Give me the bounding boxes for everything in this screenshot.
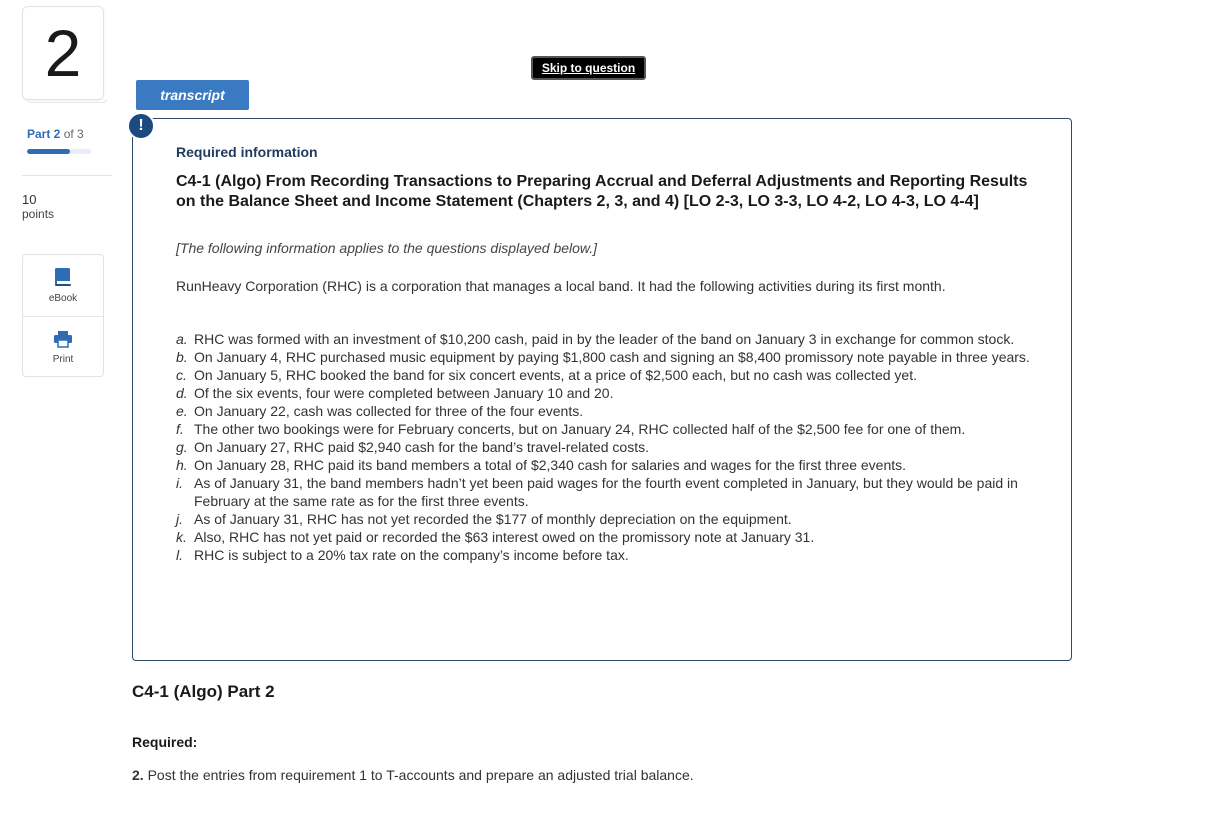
item-letter: c. <box>176 367 187 383</box>
points-label: points <box>22 207 55 221</box>
item-text: The other two bookings were for February concerts, but on January 24, RHC collected half of the $2,500 fee for one of them. <box>194 421 966 437</box>
part-progress-fill <box>27 149 70 154</box>
problem-intro: RunHeavy Corporation (RHC) is a corporation that manages a local band. It had the following activities during its first month. <box>176 278 946 294</box>
item-text: Also, RHC has not yet paid or recorded the $63 interest owed on the promissory note at January 31. <box>194 529 815 545</box>
item-letter: j. <box>176 511 183 527</box>
item-text: As of January 31, RHC has not yet recorded the $177 of monthly depreciation on the equipment. <box>194 511 792 527</box>
print-label: Print <box>52 353 74 365</box>
alert-icon: ! <box>127 112 155 140</box>
activity-list <box>176 330 1036 564</box>
item-text: On January 27, RHC paid $2,940 cash for the band’s travel-related costs. <box>194 439 649 455</box>
applies-note: [The following information applies to the questions displayed below.] <box>176 240 598 256</box>
card-shadow-edge <box>27 99 107 103</box>
required-information-panel <box>132 118 1072 661</box>
required-label: Required: <box>132 734 198 750</box>
item-letter: f. <box>176 421 184 437</box>
tools-panel <box>22 254 104 377</box>
item-text: Of the six events, four were completed between January 10 and 20. <box>194 385 614 401</box>
problem-title: C4-1 (Algo) From Recording Transactions to Preparing Accrual and Deferral Adjustments and Reporting Results on the Balance Sheet and Income Statement (Chapters 2, 3, and 4) [LO 2-3, LO 3-3, LO 4-2, LO 4-3, LO 4-4] <box>176 173 1028 210</box>
required-information-heading: Required information <box>176 144 318 160</box>
list-item <box>176 330 1036 348</box>
item-letter: h. <box>176 457 188 473</box>
item-text: RHC is subject to a 20% tax rate on the company’s income before tax. <box>194 547 629 563</box>
item-letter: k. <box>176 529 187 545</box>
item-text: On January 22, cash was collected for three of the four events. <box>194 403 584 419</box>
part-label: Part 2 <box>27 127 61 141</box>
points-display <box>22 192 54 222</box>
part-title: C4-1 (Algo) Part 2 <box>132 682 275 701</box>
list-item <box>176 528 1036 546</box>
requirement-text <box>132 767 694 783</box>
list-item <box>176 474 1036 510</box>
part-of-label: of 3 <box>63 127 84 141</box>
list-item <box>176 546 1036 564</box>
list-item <box>176 402 1036 420</box>
item-letter: i. <box>176 475 183 491</box>
item-letter: g. <box>176 439 188 455</box>
requirement-number: 2. <box>132 767 144 783</box>
item-letter: e. <box>176 403 188 419</box>
list-item <box>176 510 1036 528</box>
item-letter: d. <box>176 385 188 401</box>
item-text: On January 28, RHC paid its band members a total of $2,340 cash for salaries and wages for the first three events. <box>194 457 907 473</box>
requirement-body: Post the entries from requirement 1 to T-accounts and prepare an adjusted trial balance. <box>147 767 694 783</box>
points-value: 10 <box>22 192 37 207</box>
question-number-card <box>22 6 104 100</box>
list-item <box>176 456 1036 474</box>
item-text: RHC was formed with an investment of $10,200 cash, paid in by the leader of the band on January 3 in exchange for common stock. <box>194 331 1015 347</box>
rail-divider <box>22 175 112 176</box>
item-letter: a. <box>176 331 188 347</box>
list-item <box>176 348 1036 366</box>
list-item <box>176 420 1036 438</box>
skip-to-question-button[interactable]: Skip to question <box>531 56 646 80</box>
printer-icon <box>53 330 73 348</box>
list-item <box>176 384 1036 402</box>
part-indicator <box>27 127 84 141</box>
item-text: On January 4, RHC purchased music equipment by paying $1,800 cash and signing an $8,400 promissory note payable in three years. <box>194 349 1030 365</box>
ebook-button[interactable] <box>23 255 103 316</box>
book-icon <box>54 267 72 287</box>
item-text: On January 5, RHC booked the band for six concert events, at a price of $2,500 each, but no cash was collected yet. <box>194 367 917 383</box>
item-letter: l. <box>176 547 183 563</box>
ebook-label: eBook <box>48 293 78 304</box>
list-item <box>176 366 1036 384</box>
print-button[interactable] <box>23 316 103 377</box>
item-letter: b. <box>176 349 188 365</box>
list-item <box>176 438 1036 456</box>
part-progress-bar <box>27 149 91 154</box>
transcript-button[interactable]: transcript <box>136 80 249 110</box>
item-text: As of January 31, the band members hadn’t yet been paid wages for the fourth event completed in January, but they would be paid in February at the same rate as for the first three events. <box>194 475 1018 509</box>
question-number: 2 <box>44 16 82 90</box>
